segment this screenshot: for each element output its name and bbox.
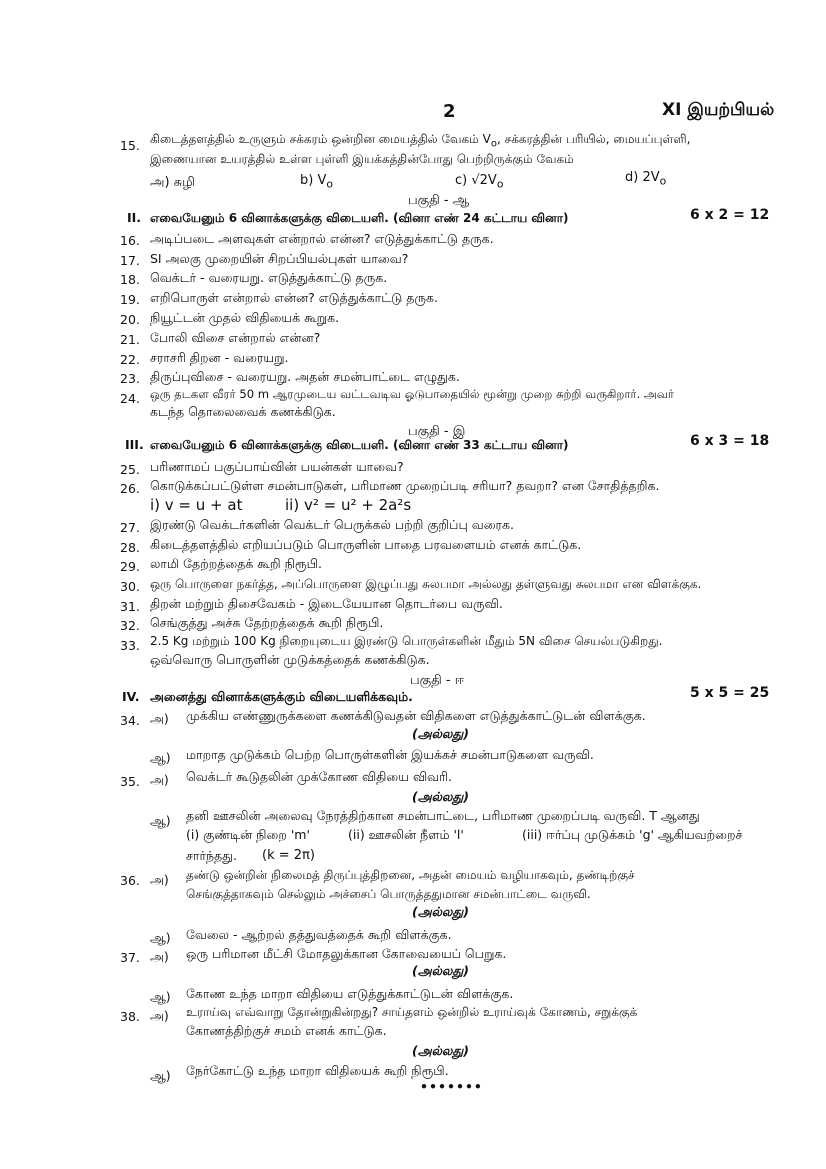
question-text: சராசரி திறன - வரையறு. bbox=[150, 350, 289, 365]
question-text: செங்குத்து அச்சு தேற்றத்தைக் கூறி நிரூபி. bbox=[150, 615, 384, 630]
section-marks: 6 x 2 = 12 bbox=[690, 207, 770, 223]
subject-title: XI இயற்பியல் bbox=[662, 100, 775, 120]
section-number: III. bbox=[125, 437, 144, 452]
question-text: மாறாத முடுக்கம் பெற்ற பொருள்களின் இயக்கச் சமன்பாடுகளை வருவி. bbox=[186, 747, 594, 762]
question-text: போலி விசை என்றால் என்ன? bbox=[150, 330, 321, 345]
question-number: 32. bbox=[120, 618, 140, 633]
question-text: செங்குத்தாகவும் செல்லும் அச்சைப் பொருத்ததுமான சமன்பாட்டை வருவி. bbox=[186, 887, 591, 901]
equation-2: ii) v² = u² + 2a²s bbox=[285, 496, 412, 514]
question-text: லாமி தேற்றத்தைக் கூறி நிரூபி. bbox=[150, 556, 323, 571]
sub-label: அ) bbox=[150, 772, 169, 787]
q15-text-part2: , சக்கரத்தின் பரியில், மையப்புள்ளி, bbox=[496, 132, 691, 146]
question-number: 30. bbox=[120, 579, 140, 594]
subscript: o bbox=[659, 174, 667, 188]
question-text: (ii) ஊசலின் நீளம் 'l' bbox=[348, 827, 464, 842]
question-text: உராய்வு எவ்வாறு தோன்றுகின்றது? சாய்தளம் ஒன்றில் உராய்வுக் கோணம், சறுக்குக் bbox=[186, 1005, 638, 1019]
question-text: ஒரு பொருளை நகர்த்த, அப்பொருளை இழுப்பது சுலபமா அல்லது தள்ளுவது சுலபமா என விளக்குக. bbox=[150, 577, 702, 591]
question-text: அடிப்படை அளவுகள் என்றால் என்ன? எடுத்துக்காட்டு தருக. bbox=[150, 231, 494, 246]
question-text: முக்கிய எண்ணுருக்களை கணக்கிடுவதன் விதிகளை எடுத்துக்காட்டுடன் விளக்குக. bbox=[186, 708, 646, 723]
section-title: பகுதி - ஈ bbox=[410, 673, 464, 688]
or-label: (அல்லது) bbox=[412, 1043, 469, 1058]
question-text: (i) குண்டின் நிறை 'm' bbox=[186, 827, 310, 842]
q15-text-part1: கிடைத்தளத்தில் உருளும் சக்கரம் ஒன்றின மையத்தில் வேகம் V bbox=[150, 132, 491, 146]
subscript: o bbox=[490, 138, 497, 150]
section-instruction: எவையேனும் 6 வினாக்களுக்கு விடையளி. (வினா எண் 24 கட்டாய வினா) bbox=[150, 211, 569, 225]
sub-label: அ) bbox=[150, 872, 169, 887]
question-number: 18. bbox=[120, 272, 140, 287]
question-text: கோண உந்த மாறா விதியை எடுத்துக்காட்டுடன் விளக்குக. bbox=[186, 986, 514, 1001]
or-label: (அல்லது) bbox=[412, 904, 469, 919]
question-text-cont: ஒவ்வொரு பொருளின் முடுக்கத்தைக் கணக்கிடுக. bbox=[150, 652, 430, 667]
question-text: 2.5 Kg மற்றும் 100 Kg நிறையுடைய இரண்டு பொருள்களின் மீதும் 5N விசை செயல்படுகிறது. bbox=[150, 634, 663, 648]
or-label: (அல்லது) bbox=[412, 726, 469, 741]
section-number: IV. bbox=[122, 689, 140, 704]
question-text: சார்ந்தது. bbox=[186, 848, 237, 863]
question-text: வெக்டர் - வரையறு. எடுத்துக்காட்டு தருக. bbox=[150, 270, 388, 285]
question-text: திறன் மற்றும் திசைவேகம் - இடையேயான தொடர்பை வருவி. bbox=[150, 596, 503, 611]
question-text-cont: கடந்த தொலைவைக் கணக்கிடுக. bbox=[150, 404, 336, 419]
question-number: 25. bbox=[120, 462, 140, 477]
question-text: கிடைத்தளத்தில் எறியப்படும் பொருளின் பாதை பரவளையம் எனக் காட்டுக. bbox=[150, 537, 582, 552]
question-number: 15. bbox=[120, 138, 140, 153]
section-number: II. bbox=[127, 210, 142, 225]
option-b bbox=[300, 173, 333, 191]
page-number: 2 bbox=[443, 101, 456, 122]
question-text: (k = 2π) bbox=[262, 848, 315, 863]
question-number: 23. bbox=[120, 371, 140, 386]
subscript: o bbox=[326, 177, 333, 191]
or-label: (அல்லது) bbox=[412, 789, 469, 804]
question-number: 21. bbox=[120, 332, 140, 347]
option-a: அ) சுழி bbox=[150, 175, 195, 190]
question-number: 22. bbox=[120, 352, 140, 367]
option-c-text: c) √2V bbox=[455, 173, 497, 188]
question-text: கொடுக்கப்பட்டுள்ள சமன்பாடுகள், பரிமாண முறைப்படி சரியா? தவறா? என சோதித்தறிக. bbox=[150, 478, 660, 493]
question-text: ஒரு பரிமான மீட்சி மோதலுக்கான கோவையைப் பெறுக. bbox=[186, 946, 507, 961]
subscript: o bbox=[496, 177, 504, 191]
or-label: (அல்லது) bbox=[412, 963, 469, 978]
question-text: ஒரு தடகள வீரர் 50 m ஆரமுடைய வட்டவடிவ ஓடுபாதையில் மூன்று முறை சுற்றி வருகிறார். அவர் bbox=[150, 387, 674, 401]
question-text: தனி ஊசலின் அலைவு நேரத்திற்கான சமன்பாட்டை, பரிமாண முறைப்படி வருவி. T ஆனது bbox=[186, 808, 700, 823]
sub-label: ஆ) bbox=[150, 930, 171, 945]
section-title: பகுதி - ஆ bbox=[408, 193, 470, 208]
question-text: இணையான உயரத்தில் உள்ள புள்ளி இயக்கத்தின்போது பெற்றிருக்கும் வேகம் bbox=[150, 152, 574, 166]
question-text: தண்டு ஒன்றின் நிலைமத் திருப்புத்திறனை, அதன் மையம் வழியாகவும், தண்டிற்குச் bbox=[186, 868, 635, 882]
question-number: 37. bbox=[120, 950, 140, 965]
sub-label: அ) bbox=[150, 1008, 169, 1023]
sub-label: ஆ) bbox=[150, 1068, 171, 1083]
sub-label: ஆ) bbox=[150, 750, 171, 765]
question-number: 26. bbox=[120, 481, 140, 496]
sub-label: அ) bbox=[150, 949, 169, 964]
question-text: வெக்டர் கூடுதலின் முக்கோண விதியை விவரி. bbox=[186, 769, 453, 784]
section-marks: 6 x 3 = 18 bbox=[690, 433, 770, 449]
section-instruction: எவையேனும் 6 வினாக்களுக்கு விடையளி. (வினா எண் 33 கட்டாய வினா) bbox=[150, 438, 569, 452]
question-text: திருப்புவிசை - வரையறு. அதன் சமன்பாட்டை எழுதுக. bbox=[150, 369, 460, 384]
question-number: 33. bbox=[120, 638, 140, 653]
option-b-text: b) V bbox=[300, 173, 327, 188]
sub-label: ஆ) bbox=[150, 989, 171, 1004]
question-text: இரண்டு வெக்டர்களின் வெக்டர் பெருக்கல் பற்றி குறிப்பு வரைக. bbox=[150, 517, 514, 532]
question-number: 36. bbox=[120, 873, 140, 888]
question-number: 34. bbox=[120, 713, 140, 728]
question-number: 31. bbox=[120, 599, 140, 614]
question-text: வேலை - ஆற்றல் தத்துவத்தைக் கூறி விளக்குக. bbox=[186, 927, 452, 942]
option-d bbox=[625, 170, 666, 188]
option-d-text: d) 2V bbox=[625, 170, 660, 185]
question-number: 27. bbox=[120, 520, 140, 535]
question-number: 28. bbox=[120, 540, 140, 555]
question-number: 38. bbox=[120, 1009, 140, 1024]
question-number: 20. bbox=[120, 312, 140, 327]
question-number: 29. bbox=[120, 559, 140, 574]
question-text: (iii) ஈர்ப்பு முடுக்கம் 'g' ஆகியவற்றைச் bbox=[522, 827, 743, 842]
section-instruction: அனைத்து வினாக்களுக்கும் விடையளிக்கவும். bbox=[150, 689, 413, 704]
question-text: எறிபொருள் என்றால் என்ன? எடுத்துக்காட்டு தருக. bbox=[150, 290, 438, 305]
question-text: பரிணாமப் பகுப்பாய்வின் பயன்கள் யாவை? bbox=[150, 459, 404, 474]
question-number: 35. bbox=[120, 774, 140, 789]
section-marks: 5 x 5 = 25 bbox=[690, 685, 770, 701]
question-text: கோணத்திற்குச் சமம் எனக் காட்டுக. bbox=[186, 1023, 387, 1038]
question-text: நியூட்டன் முதல் விதியைக் கூறுக. bbox=[150, 310, 340, 325]
section-title: பகுதி - இ bbox=[408, 424, 466, 439]
sub-label: ஆ) bbox=[150, 813, 171, 828]
question-number: 17. bbox=[120, 253, 140, 268]
question-text: நேர்கோட்டு உந்த மாறா விதியைக் கூறி நிரூபி. bbox=[186, 1063, 449, 1078]
equation-1: i) v = u + at bbox=[150, 496, 243, 514]
question-text: SI அலகு முறையின் சிறப்பியல்புகள் யாவை? bbox=[150, 251, 409, 266]
end-marker: ••••••• bbox=[420, 1079, 483, 1094]
question-number: 19. bbox=[120, 292, 140, 307]
option-c bbox=[455, 173, 503, 191]
question-number: 24. bbox=[120, 391, 140, 406]
sub-label: அ) bbox=[150, 711, 169, 726]
question-number: 16. bbox=[120, 233, 140, 248]
